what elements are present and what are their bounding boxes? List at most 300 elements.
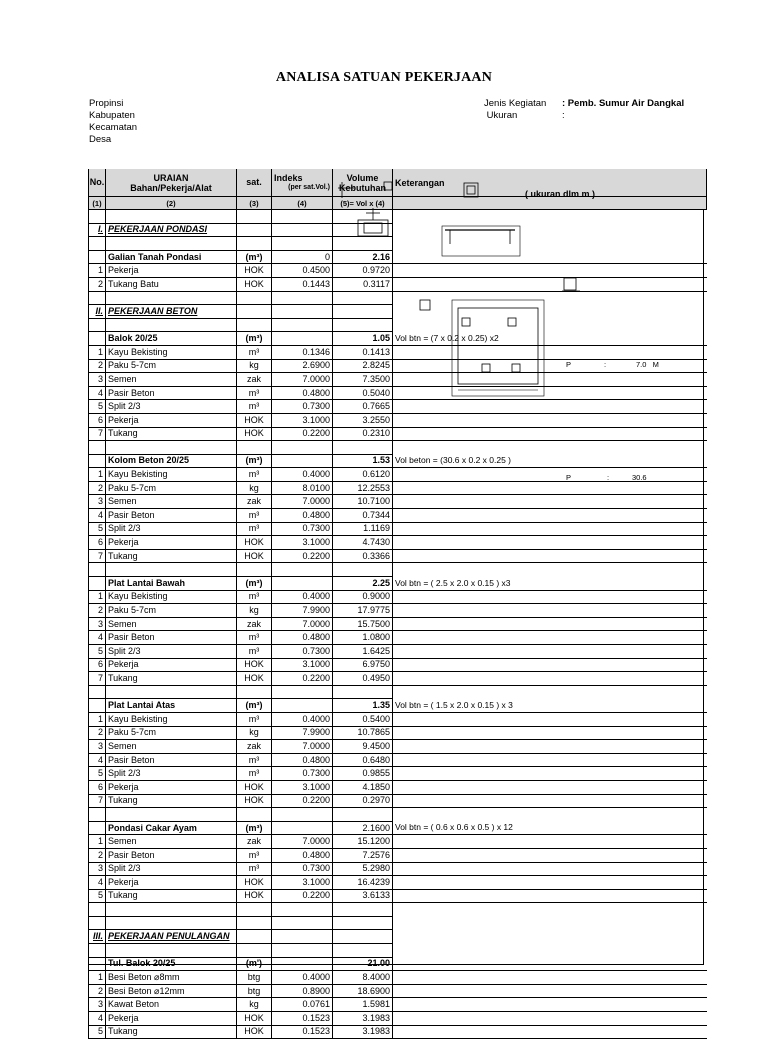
row-volume: 0.2970: [333, 794, 393, 808]
row-volume: 2.1600: [333, 821, 393, 835]
row-no: 5: [89, 889, 106, 903]
row-volume: 7.3500: [333, 373, 393, 387]
table-row: [89, 876, 707, 890]
row-sat: (m³): [237, 454, 272, 468]
row-keterangan: [393, 916, 707, 930]
row-no: II.: [89, 305, 106, 319]
row-volume: 10.7100: [333, 495, 393, 509]
row-no: I.: [89, 223, 106, 237]
table-row: [89, 835, 707, 849]
table-row: [89, 971, 707, 985]
row-no: 5: [89, 400, 106, 414]
row-indeks: 0.7300: [272, 645, 333, 659]
row-no: [89, 903, 106, 917]
table-row: [89, 373, 707, 387]
row-uraian: Galian Tanah Pondasi: [106, 250, 237, 264]
row-sat: HOK: [237, 427, 272, 441]
row-indeks: [272, 237, 333, 251]
row-no: [89, 957, 106, 971]
row-indeks: [272, 685, 333, 699]
meta-kecamatan: Kecamatan: [89, 122, 138, 133]
row-keterangan: [393, 971, 707, 985]
header-uraian: [106, 169, 237, 197]
row-uraian: Split 2/3: [106, 400, 237, 414]
row-sat: HOK: [237, 876, 272, 890]
row-uraian: [106, 944, 237, 958]
header-uraian-text: URAIAN Bahan/Pekerja/Alat: [130, 172, 212, 193]
row-no: [89, 699, 106, 713]
jenis-kegiatan-label: Jenis Kegiatan: [484, 98, 547, 109]
table-row: [89, 536, 707, 550]
row-uraian: Kayu Bekisting: [106, 712, 237, 726]
row-indeks: 0.7300: [272, 862, 333, 876]
row-sat: [237, 944, 272, 958]
table-row: [89, 359, 707, 373]
row-no: 3: [89, 862, 106, 876]
row-indeks: [272, 699, 333, 713]
row-keterangan: [393, 427, 707, 441]
row-keterangan: [393, 468, 707, 482]
row-no: [89, 916, 106, 930]
header-ukuran-text: ( ukuran dlm m ): [525, 189, 596, 199]
row-sat: HOK: [237, 536, 272, 550]
header-n5: (5)= Vol x (4): [333, 197, 393, 210]
row-volume: 1.0800: [333, 631, 393, 645]
row-indeks: 0.1523: [272, 1012, 333, 1026]
row-no: [89, 577, 106, 591]
row-volume: 4.1850: [333, 780, 393, 794]
row-no: 7: [89, 549, 106, 563]
row-indeks: 0.4500: [272, 264, 333, 278]
row-uraian: Pasir Beton: [106, 631, 237, 645]
group-row: [89, 577, 707, 591]
row-indeks: 0.4800: [272, 386, 333, 400]
row-sat: HOK: [237, 1025, 272, 1039]
row-volume: [333, 305, 393, 319]
table-row: [89, 509, 707, 523]
row-no: [89, 441, 106, 455]
row-no: III.: [89, 930, 106, 944]
ukuran-label: Ukuran: [484, 110, 518, 121]
row-uraian: [106, 441, 237, 455]
row-sat: (m³): [237, 577, 272, 591]
row-keterangan: [393, 413, 707, 427]
row-volume: 0.5040: [333, 386, 393, 400]
row-no: [89, 685, 106, 699]
table-row: [89, 645, 707, 659]
p2-label: P: [566, 473, 572, 482]
row-uraian: Tukang: [106, 427, 237, 441]
row-uraian: Pasir Beton: [106, 848, 237, 862]
row-no: 2: [89, 848, 106, 862]
row-no: 1: [89, 264, 106, 278]
row-sat: kg: [237, 481, 272, 495]
table-row: [89, 889, 707, 903]
row-indeks: [272, 808, 333, 822]
table-row: [89, 753, 707, 767]
row-no: 5: [89, 767, 106, 781]
blank-row: [89, 685, 707, 699]
row-sat: HOK: [237, 672, 272, 686]
row-uraian: Split 2/3: [106, 767, 237, 781]
row-volume: 0.3366: [333, 549, 393, 563]
table-row: [89, 481, 707, 495]
row-sat: m³: [237, 590, 272, 604]
row-volume: 1.35: [333, 699, 393, 713]
row-uraian: Pasir Beton: [106, 386, 237, 400]
row-sat: m³: [237, 645, 272, 659]
table-row: [89, 549, 707, 563]
row-volume: 2.25: [333, 577, 393, 591]
row-no: 1: [89, 345, 106, 359]
ukuran-value: :: [562, 110, 565, 121]
row-no: 4: [89, 876, 106, 890]
row-uraian: Semen: [106, 495, 237, 509]
row-sat: HOK: [237, 780, 272, 794]
row-sat: m³: [237, 753, 272, 767]
blank-row: [89, 944, 707, 958]
row-no: 1: [89, 835, 106, 849]
row-keterangan: [393, 277, 707, 291]
section-row: [89, 305, 707, 319]
row-no: [89, 250, 106, 264]
table-row: [89, 427, 707, 441]
row-sat: [237, 903, 272, 917]
row-volume: [333, 916, 393, 930]
row-no: 1: [89, 971, 106, 985]
blank-row: [89, 903, 707, 917]
row-sat: (m³): [237, 821, 272, 835]
table-row: [89, 848, 707, 862]
row-sat: btg: [237, 971, 272, 985]
row-uraian: Tukang: [106, 549, 237, 563]
row-volume: 6.9750: [333, 658, 393, 672]
table-row: [89, 604, 707, 618]
row-indeks: 3.1000: [272, 413, 333, 427]
row-no: 4: [89, 753, 106, 767]
row-uraian: Pondasi Cakar Ayam: [106, 821, 237, 835]
row-sat: kg: [237, 604, 272, 618]
row-volume: 3.1983: [333, 1025, 393, 1039]
row-keterangan: [393, 726, 707, 740]
row-uraian: Balok 20/25: [106, 332, 237, 346]
row-indeks: 3.1000: [272, 658, 333, 672]
row-sat: m³: [237, 522, 272, 536]
table-row: [89, 712, 707, 726]
row-indeks: 7.9900: [272, 726, 333, 740]
row-sat: HOK: [237, 794, 272, 808]
header-symbol-drawing: [336, 178, 486, 202]
row-no: [89, 291, 106, 305]
row-sat: zak: [237, 495, 272, 509]
row-sat: kg: [237, 359, 272, 373]
row-volume: [333, 944, 393, 958]
row-sat: (m³): [237, 699, 272, 713]
row-no: 2: [89, 481, 106, 495]
row-volume: 2.8245: [333, 359, 393, 373]
row-keterangan: [393, 604, 707, 618]
row-keterangan: [393, 780, 707, 794]
row-uraian: Besi Beton ⌀8mm: [106, 971, 237, 985]
row-no: 4: [89, 386, 106, 400]
blank-row: [89, 291, 707, 305]
row-volume: 21.00: [333, 957, 393, 971]
row-volume: 3.6133: [333, 889, 393, 903]
p1-label: P: [566, 360, 572, 369]
row-volume: 0.6120: [333, 468, 393, 482]
row-no: 1: [89, 712, 106, 726]
row-volume: 15.7500: [333, 617, 393, 631]
row-keterangan: [393, 930, 707, 944]
header-keterangan-text: Keterangan: [395, 178, 445, 188]
row-sat: HOK: [237, 1012, 272, 1026]
row-indeks: 0.4000: [272, 971, 333, 985]
table-row: [89, 495, 707, 509]
row-indeks: 0.1346: [272, 345, 333, 359]
meta-propinsi: Propinsi: [89, 98, 124, 109]
row-volume: 16.4239: [333, 876, 393, 890]
row-keterangan: [393, 835, 707, 849]
row-volume: 1.53: [333, 454, 393, 468]
row-sat: HOK: [237, 264, 272, 278]
row-keterangan: [393, 1025, 707, 1039]
row-keterangan: [393, 957, 707, 971]
group-row: [89, 332, 707, 346]
row-uraian: [106, 237, 237, 251]
row-keterangan: [393, 563, 707, 577]
table-row: [89, 658, 707, 672]
row-indeks: [272, 454, 333, 468]
row-sat: m³: [237, 400, 272, 414]
row-volume: 3.1983: [333, 1012, 393, 1026]
page-title: ANALISA SATUAN PEKERJAAN: [275, 70, 493, 85]
table-row: [89, 468, 707, 482]
row-no: 7: [89, 794, 106, 808]
row-uraian: Tukang Batu: [106, 277, 237, 291]
row-sat: btg: [237, 984, 272, 998]
row-indeks: [272, 318, 333, 332]
row-indeks: 0.8900: [272, 984, 333, 998]
row-sat: [237, 318, 272, 332]
blank-row: [89, 563, 707, 577]
row-uraian: Tukang: [106, 672, 237, 686]
row-keterangan: [393, 1012, 707, 1026]
blank-row: [89, 318, 707, 332]
row-keterangan: [393, 848, 707, 862]
row-no: [89, 944, 106, 958]
row-sat: [237, 223, 272, 237]
row-keterangan: [393, 536, 707, 550]
table-body: [89, 210, 707, 1039]
header-indeks: [272, 169, 333, 197]
row-volume: 8.4000: [333, 971, 393, 985]
row-indeks: 0.2200: [272, 672, 333, 686]
row-indeks: [272, 821, 333, 835]
row-indeks: [272, 944, 333, 958]
row-indeks: 0.2200: [272, 427, 333, 441]
row-sat: m³: [237, 767, 272, 781]
header-n4: (4): [272, 197, 333, 210]
row-uraian: Semen: [106, 740, 237, 754]
row-no: 2: [89, 277, 106, 291]
row-uraian: Paku 5-7cm: [106, 604, 237, 618]
row-no: 7: [89, 672, 106, 686]
p1-value: 7.0 M: [636, 360, 659, 369]
row-indeks: [272, 332, 333, 346]
row-volume: 4.7430: [333, 536, 393, 550]
row-keterangan: [393, 740, 707, 754]
row-sat: [237, 305, 272, 319]
row-no: [89, 318, 106, 332]
table-row: [89, 1012, 707, 1026]
blank-row: [89, 808, 707, 822]
row-uraian: Tul. Balok 20/25: [106, 957, 237, 971]
blank-row: [89, 441, 707, 455]
row-indeks: [272, 291, 333, 305]
table-row: [89, 345, 707, 359]
row-indeks: 0.4000: [272, 712, 333, 726]
table-row: [89, 726, 707, 740]
row-volume: [333, 808, 393, 822]
table-row: [89, 522, 707, 536]
row-volume: [333, 291, 393, 305]
row-indeks: 0.4000: [272, 590, 333, 604]
row-uraian: [106, 563, 237, 577]
analysis-table: [88, 169, 707, 1039]
row-indeks: [272, 930, 333, 944]
table-row: [89, 413, 707, 427]
row-volume: 0.7665: [333, 400, 393, 414]
row-sat: m³: [237, 862, 272, 876]
row-indeks: 3.1000: [272, 876, 333, 890]
row-uraian: Kayu Bekisting: [106, 468, 237, 482]
table-row: [89, 1025, 707, 1039]
table-row: [89, 590, 707, 604]
row-volume: 0.9855: [333, 767, 393, 781]
row-no: 3: [89, 495, 106, 509]
row-keterangan: Vol btn = ( 1.5 x 2.0 x 0.15 ) x 3: [393, 699, 707, 713]
table-row: [89, 631, 707, 645]
row-volume: 0.2310: [333, 427, 393, 441]
section-row: [89, 930, 707, 944]
row-indeks: 0.7300: [272, 767, 333, 781]
row-indeks: 3.1000: [272, 536, 333, 550]
row-keterangan: [393, 876, 707, 890]
row-indeks: 0.7300: [272, 522, 333, 536]
table-row: [89, 862, 707, 876]
row-keterangan: [393, 264, 707, 278]
row-keterangan: [393, 794, 707, 808]
row-keterangan: [393, 944, 707, 958]
row-keterangan: [393, 400, 707, 414]
row-volume: 0.6480: [333, 753, 393, 767]
row-uraian: Tukang: [106, 794, 237, 808]
row-no: 6: [89, 780, 106, 794]
row-indeks: 7.0000: [272, 617, 333, 631]
row-indeks: [272, 903, 333, 917]
row-sat: [237, 930, 272, 944]
header-indeks-text: Indeks: [274, 172, 303, 183]
row-indeks: [272, 210, 333, 224]
row-uraian: [106, 903, 237, 917]
row-sat: zak: [237, 617, 272, 631]
row-uraian: Besi Beton ⌀12mm: [106, 984, 237, 998]
group-row: [89, 821, 707, 835]
row-uraian: Kolom Beton 20/25: [106, 454, 237, 468]
row-volume: [333, 563, 393, 577]
row-volume: 0.3117: [333, 277, 393, 291]
header-n2: (2): [106, 197, 237, 210]
row-indeks: 0.4800: [272, 509, 333, 523]
row-no: [89, 821, 106, 835]
row-uraian: Pekerja: [106, 536, 237, 550]
row-volume: [333, 930, 393, 944]
table-row: [89, 617, 707, 631]
row-sat: [237, 441, 272, 455]
p2-value: 30.6: [632, 473, 647, 482]
row-no: 6: [89, 413, 106, 427]
row-indeks: 0.4000: [272, 468, 333, 482]
row-sat: (m'): [237, 957, 272, 971]
row-indeks: [272, 563, 333, 577]
table-row: [89, 740, 707, 754]
row-no: 2: [89, 726, 106, 740]
row-uraian: [106, 808, 237, 822]
row-indeks: 0.2200: [272, 549, 333, 563]
row-sat: kg: [237, 726, 272, 740]
row-uraian: [106, 916, 237, 930]
row-uraian: Pasir Beton: [106, 509, 237, 523]
row-keterangan: [393, 590, 707, 604]
row-indeks: 0.4800: [272, 848, 333, 862]
table-row: [89, 984, 707, 998]
row-no: [89, 454, 106, 468]
row-no: 4: [89, 509, 106, 523]
row-keterangan: Vol btn = ( 2.5 x 2.0 x 0.15 ) x3: [393, 577, 707, 591]
row-no: 5: [89, 645, 106, 659]
row-uraian: Tukang: [106, 889, 237, 903]
row-uraian: Pekerja: [106, 264, 237, 278]
row-no: 3: [89, 617, 106, 631]
row-indeks: 0.2200: [272, 889, 333, 903]
row-no: 1: [89, 590, 106, 604]
row-indeks: [272, 577, 333, 591]
row-keterangan: [393, 658, 707, 672]
row-indeks: 7.9900: [272, 604, 333, 618]
row-no: 7: [89, 427, 106, 441]
row-keterangan: Vol btn = ( 0.6 x 0.6 x 0.5 ) x 12: [393, 821, 707, 835]
row-uraian: [106, 291, 237, 305]
row-uraian: Pekerja: [106, 780, 237, 794]
row-uraian: [106, 318, 237, 332]
row-uraian: PEKERJAAN PENULANGAN: [106, 930, 237, 944]
row-uraian: Kayu Bekisting: [106, 345, 237, 359]
row-keterangan: [393, 998, 707, 1012]
row-indeks: 0.2200: [272, 794, 333, 808]
row-indeks: [272, 916, 333, 930]
row-sat: (m³): [237, 250, 272, 264]
row-volume: 12.2553: [333, 481, 393, 495]
row-volume: 10.7865: [333, 726, 393, 740]
header-indeks-sub: (per sat.Vol.): [288, 183, 330, 191]
row-no: 2: [89, 604, 106, 618]
row-uraian: Kayu Bekisting: [106, 590, 237, 604]
row-keterangan: [393, 617, 707, 631]
row-volume: [333, 903, 393, 917]
row-sat: m³: [237, 468, 272, 482]
p2-colon: :: [607, 473, 610, 482]
row-uraian: Plat Lantai Atas: [106, 699, 237, 713]
